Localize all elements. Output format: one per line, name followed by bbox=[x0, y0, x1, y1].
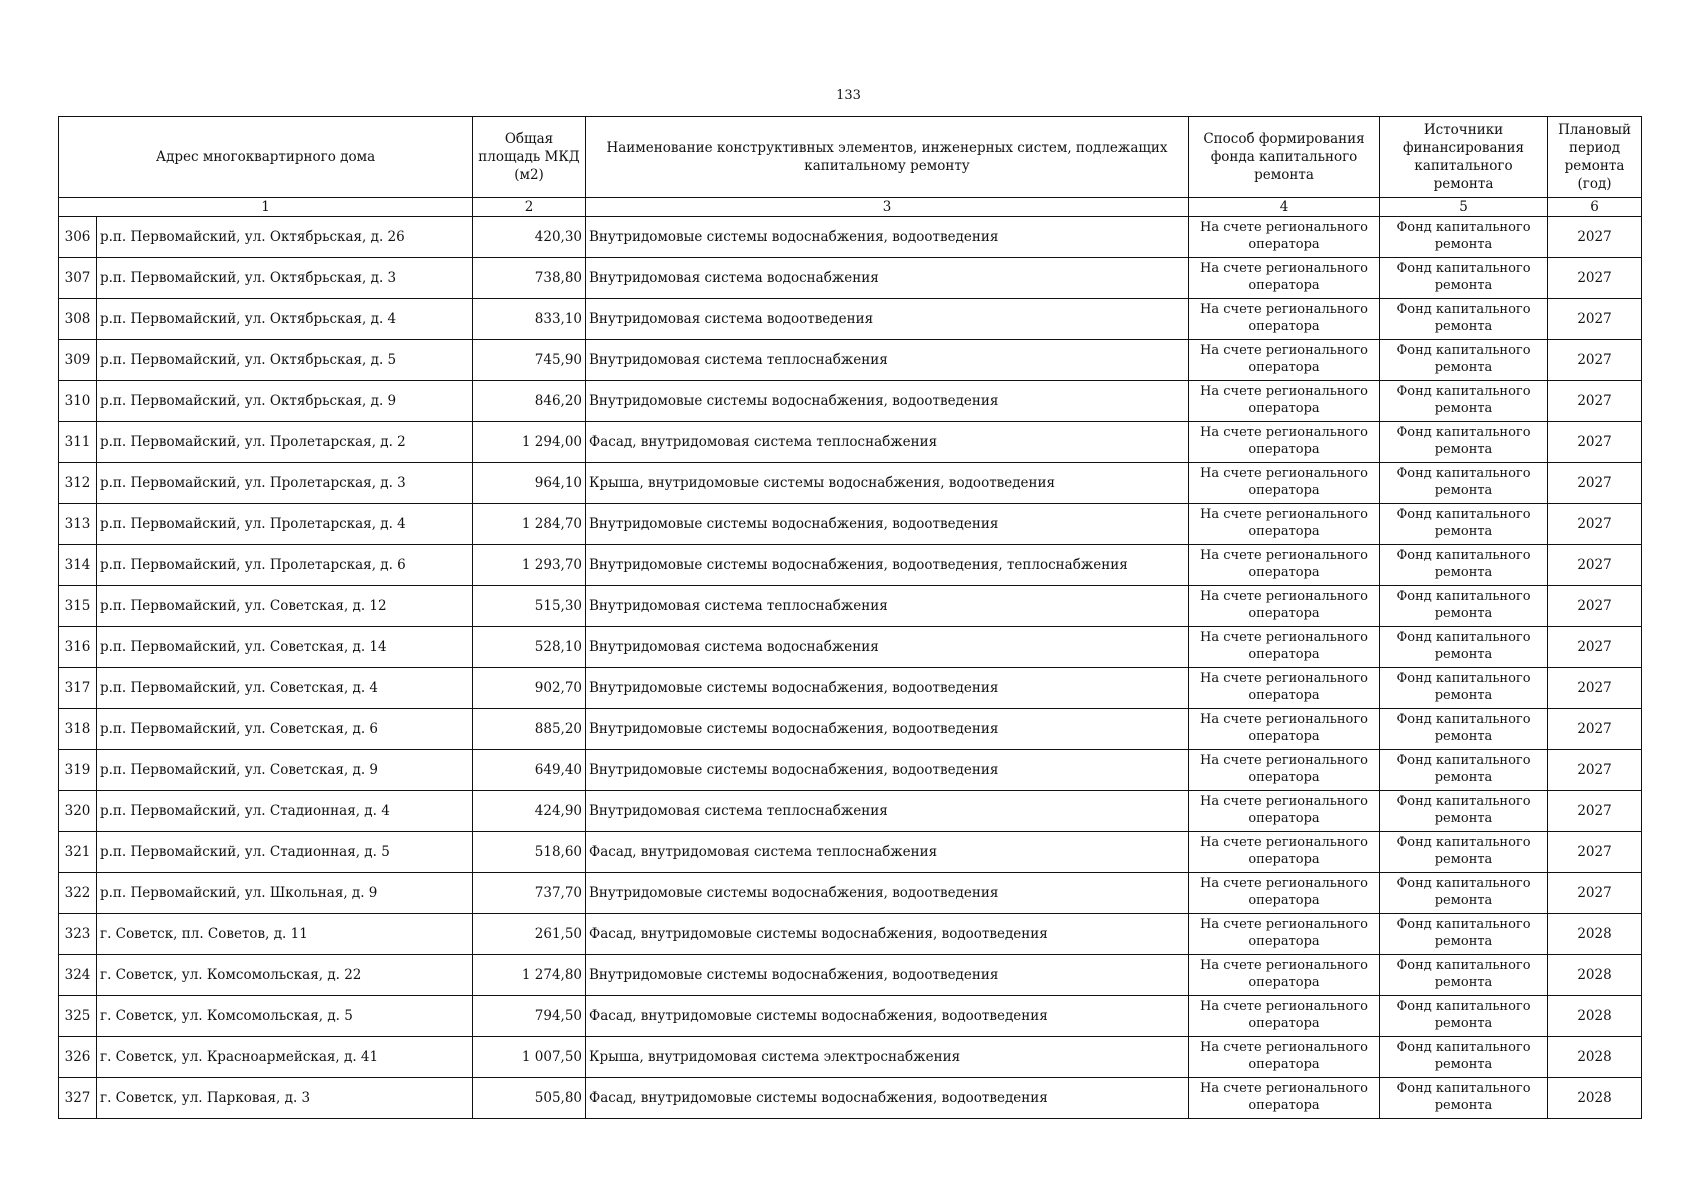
method-cell: На счете регионального оператора bbox=[1189, 832, 1380, 873]
row-number: 327 bbox=[59, 1078, 97, 1119]
column-number: 2 bbox=[473, 198, 586, 217]
elements-cell: Внутридомовые системы водоснабжения, водоотведения, теплоснабжения bbox=[586, 545, 1189, 586]
elements-cell: Внутридомовая система водоснабжения bbox=[586, 258, 1189, 299]
source-cell: Фонд капитального ремонта bbox=[1380, 668, 1548, 709]
elements-cell: Внутридомовые системы водоснабжения, водоотведения bbox=[586, 955, 1189, 996]
address-cell: р.п. Первомайский, ул. Пролетарская, д. 6 bbox=[97, 545, 473, 586]
method-cell: На счете регионального оператора bbox=[1189, 627, 1380, 668]
table-row bbox=[59, 832, 1642, 873]
row-number: 309 bbox=[59, 340, 97, 381]
elements-cell: Внутридомовые системы водоснабжения, водоотведения bbox=[586, 668, 1189, 709]
table-row bbox=[59, 914, 1642, 955]
elements-cell: Внутридомовые системы водоснабжения, водоотведения bbox=[586, 873, 1189, 914]
elements-cell: Фасад, внутридомовые системы водоснабжения, водоотведения bbox=[586, 996, 1189, 1037]
row-number: 321 bbox=[59, 832, 97, 873]
year-cell: 2027 bbox=[1548, 586, 1642, 627]
elements-cell: Внутридомовые системы водоснабжения, водоотведения bbox=[586, 381, 1189, 422]
year-cell: 2028 bbox=[1548, 1037, 1642, 1078]
address-cell: р.п. Первомайский, ул. Октябрьская, д. 3 bbox=[97, 258, 473, 299]
header-source: Источники финансирования капитального ремонта bbox=[1380, 117, 1548, 198]
year-cell: 2027 bbox=[1548, 750, 1642, 791]
area-cell: 420,30 bbox=[473, 217, 586, 258]
year-cell: 2027 bbox=[1548, 422, 1642, 463]
row-number: 323 bbox=[59, 914, 97, 955]
header-method: Способ формирования фонда капитального ремонта bbox=[1189, 117, 1380, 198]
area-cell: 515,30 bbox=[473, 586, 586, 627]
row-number: 324 bbox=[59, 955, 97, 996]
source-cell: Фонд капитального ремонта bbox=[1380, 340, 1548, 381]
row-number: 319 bbox=[59, 750, 97, 791]
address-cell: р.п. Первомайский, ул. Школьная, д. 9 bbox=[97, 873, 473, 914]
area-cell: 261,50 bbox=[473, 914, 586, 955]
table-row bbox=[59, 463, 1642, 504]
address-cell: г. Советск, ул. Комсомольская, д. 5 bbox=[97, 996, 473, 1037]
year-cell: 2027 bbox=[1548, 381, 1642, 422]
source-cell: Фонд капитального ремонта bbox=[1380, 955, 1548, 996]
table-row bbox=[59, 668, 1642, 709]
area-cell: 1 293,70 bbox=[473, 545, 586, 586]
elements-cell: Внутридомовые системы водоснабжения, водоотведения bbox=[586, 504, 1189, 545]
area-cell: 885,20 bbox=[473, 709, 586, 750]
source-cell: Фонд капитального ремонта bbox=[1380, 627, 1548, 668]
row-number: 322 bbox=[59, 873, 97, 914]
area-cell: 505,80 bbox=[473, 1078, 586, 1119]
table-row bbox=[59, 996, 1642, 1037]
area-cell: 846,20 bbox=[473, 381, 586, 422]
year-cell: 2027 bbox=[1548, 217, 1642, 258]
row-number: 313 bbox=[59, 504, 97, 545]
table-row bbox=[59, 381, 1642, 422]
source-cell: Фонд капитального ремонта bbox=[1380, 586, 1548, 627]
address-cell: р.п. Первомайский, ул. Пролетарская, д. 4 bbox=[97, 504, 473, 545]
year-cell: 2027 bbox=[1548, 873, 1642, 914]
row-number: 325 bbox=[59, 996, 97, 1037]
table-row bbox=[59, 627, 1642, 668]
method-cell: На счете регионального оператора bbox=[1189, 504, 1380, 545]
year-cell: 2028 bbox=[1548, 1078, 1642, 1119]
year-cell: 2027 bbox=[1548, 463, 1642, 504]
area-cell: 738,80 bbox=[473, 258, 586, 299]
address-cell: р.п. Первомайский, ул. Пролетарская, д. 2 bbox=[97, 422, 473, 463]
table-row bbox=[59, 750, 1642, 791]
year-cell: 2027 bbox=[1548, 709, 1642, 750]
header-area: Общая площадь МКД (м2) bbox=[473, 117, 586, 198]
table-row bbox=[59, 545, 1642, 586]
method-cell: На счете регионального оператора bbox=[1189, 996, 1380, 1037]
elements-cell: Крыша, внутридомовые системы водоснабжения, водоотведения bbox=[586, 463, 1189, 504]
column-number: 3 bbox=[586, 198, 1189, 217]
table-row bbox=[59, 422, 1642, 463]
source-cell: Фонд капитального ремонта bbox=[1380, 832, 1548, 873]
year-cell: 2027 bbox=[1548, 832, 1642, 873]
method-cell: На счете регионального оператора bbox=[1189, 463, 1380, 504]
year-cell: 2028 bbox=[1548, 996, 1642, 1037]
table-header-row bbox=[59, 117, 1642, 198]
address-cell: г. Советск, ул. Комсомольская, д. 22 bbox=[97, 955, 473, 996]
year-cell: 2027 bbox=[1548, 545, 1642, 586]
year-cell: 2027 bbox=[1548, 791, 1642, 832]
elements-cell: Внутридомовые системы водоснабжения, водоотведения bbox=[586, 750, 1189, 791]
method-cell: На счете регионального оператора bbox=[1189, 955, 1380, 996]
year-cell: 2028 bbox=[1548, 955, 1642, 996]
table-row bbox=[59, 299, 1642, 340]
method-cell: На счете регионального оператора bbox=[1189, 791, 1380, 832]
method-cell: На счете регионального оператора bbox=[1189, 299, 1380, 340]
method-cell: На счете регионального оператора bbox=[1189, 217, 1380, 258]
elements-cell: Внутридомовая система теплоснабжения bbox=[586, 586, 1189, 627]
address-cell: р.п. Первомайский, ул. Советская, д. 14 bbox=[97, 627, 473, 668]
source-cell: Фонд капитального ремонта bbox=[1380, 299, 1548, 340]
area-cell: 528,10 bbox=[473, 627, 586, 668]
table-row bbox=[59, 340, 1642, 381]
source-cell: Фонд капитального ремонта bbox=[1380, 873, 1548, 914]
source-cell: Фонд капитального ремонта bbox=[1380, 750, 1548, 791]
area-cell: 518,60 bbox=[473, 832, 586, 873]
method-cell: На счете регионального оператора bbox=[1189, 422, 1380, 463]
row-number: 326 bbox=[59, 1037, 97, 1078]
header-period: Плановый период ремонта (год) bbox=[1548, 117, 1642, 198]
table-row bbox=[59, 709, 1642, 750]
address-cell: р.п. Первомайский, ул. Стадионная, д. 4 bbox=[97, 791, 473, 832]
table-row bbox=[59, 1037, 1642, 1078]
area-cell: 833,10 bbox=[473, 299, 586, 340]
column-number: 6 bbox=[1548, 198, 1642, 217]
address-cell: р.п. Первомайский, ул. Пролетарская, д. 3 bbox=[97, 463, 473, 504]
year-cell: 2027 bbox=[1548, 668, 1642, 709]
source-cell: Фонд капитального ремонта bbox=[1380, 217, 1548, 258]
address-cell: р.п. Первомайский, ул. Советская, д. 9 bbox=[97, 750, 473, 791]
row-number: 317 bbox=[59, 668, 97, 709]
year-cell: 2027 bbox=[1548, 299, 1642, 340]
page-number: 133 bbox=[836, 88, 861, 103]
address-cell: р.п. Первомайский, ул. Октябрьская, д. 26 bbox=[97, 217, 473, 258]
source-cell: Фонд капитального ремонта bbox=[1380, 381, 1548, 422]
address-cell: р.п. Первомайский, ул. Советская, д. 12 bbox=[97, 586, 473, 627]
row-number: 311 bbox=[59, 422, 97, 463]
address-cell: р.п. Первомайский, ул. Советская, д. 4 bbox=[97, 668, 473, 709]
method-cell: На счете регионального оператора bbox=[1189, 750, 1380, 791]
row-number: 306 bbox=[59, 217, 97, 258]
method-cell: На счете регионального оператора bbox=[1189, 586, 1380, 627]
elements-cell: Внутридомовая система теплоснабжения bbox=[586, 791, 1189, 832]
elements-cell: Внутридомовая система теплоснабжения bbox=[586, 340, 1189, 381]
table-row bbox=[59, 504, 1642, 545]
table-row bbox=[59, 873, 1642, 914]
elements-cell: Внутридомовая система водоснабжения bbox=[586, 627, 1189, 668]
area-cell: 649,40 bbox=[473, 750, 586, 791]
year-cell: 2027 bbox=[1548, 258, 1642, 299]
year-cell: 2028 bbox=[1548, 914, 1642, 955]
header-address: Адрес многоквартирного дома bbox=[59, 117, 473, 198]
area-cell: 424,90 bbox=[473, 791, 586, 832]
table-row bbox=[59, 955, 1642, 996]
row-number: 312 bbox=[59, 463, 97, 504]
source-cell: Фонд капитального ремонта bbox=[1380, 791, 1548, 832]
year-cell: 2027 bbox=[1548, 627, 1642, 668]
source-cell: Фонд капитального ремонта bbox=[1380, 545, 1548, 586]
address-cell: г. Советск, ул. Красноармейская, д. 41 bbox=[97, 1037, 473, 1078]
source-cell: Фонд капитального ремонта bbox=[1380, 1078, 1548, 1119]
elements-cell: Внутридомовая система водоотведения bbox=[586, 299, 1189, 340]
method-cell: На счете регионального оператора bbox=[1189, 1078, 1380, 1119]
repair-register-table bbox=[58, 116, 1642, 1119]
source-cell: Фонд капитального ремонта bbox=[1380, 463, 1548, 504]
row-number: 315 bbox=[59, 586, 97, 627]
table-row bbox=[59, 217, 1642, 258]
method-cell: На счете регионального оператора bbox=[1189, 709, 1380, 750]
area-cell: 902,70 bbox=[473, 668, 586, 709]
method-cell: На счете регионального оператора bbox=[1189, 1037, 1380, 1078]
row-number: 316 bbox=[59, 627, 97, 668]
source-cell: Фонд капитального ремонта bbox=[1380, 1037, 1548, 1078]
elements-cell: Фасад, внутридомовые системы водоснабжения, водоотведения bbox=[586, 914, 1189, 955]
row-number: 318 bbox=[59, 709, 97, 750]
address-cell: г. Советск, пл. Советов, д. 11 bbox=[97, 914, 473, 955]
area-cell: 1 284,70 bbox=[473, 504, 586, 545]
address-cell: г. Советск, ул. Парковая, д. 3 bbox=[97, 1078, 473, 1119]
elements-cell: Внутридомовые системы водоснабжения, водоотведения bbox=[586, 709, 1189, 750]
row-number: 308 bbox=[59, 299, 97, 340]
elements-cell: Фасад, внутридомовая система теплоснабжения bbox=[586, 832, 1189, 873]
source-cell: Фонд капитального ремонта bbox=[1380, 422, 1548, 463]
table-row bbox=[59, 258, 1642, 299]
row-number: 320 bbox=[59, 791, 97, 832]
area-cell: 964,10 bbox=[473, 463, 586, 504]
area-cell: 1 294,00 bbox=[473, 422, 586, 463]
area-cell: 1 274,80 bbox=[473, 955, 586, 996]
method-cell: На счете регионального оператора bbox=[1189, 258, 1380, 299]
table-row bbox=[59, 586, 1642, 627]
elements-cell: Фасад, внутридомовые системы водоснабжения, водоотведения bbox=[586, 1078, 1189, 1119]
source-cell: Фонд капитального ремонта bbox=[1380, 914, 1548, 955]
table-row bbox=[59, 1078, 1642, 1119]
elements-cell: Внутридомовые системы водоснабжения, водоотведения bbox=[586, 217, 1189, 258]
method-cell: На счете регионального оператора bbox=[1189, 668, 1380, 709]
address-cell: р.п. Первомайский, ул. Октябрьская, д. 9 bbox=[97, 381, 473, 422]
column-number: 5 bbox=[1380, 198, 1548, 217]
area-cell: 1 007,50 bbox=[473, 1037, 586, 1078]
method-cell: На счете регионального оператора bbox=[1189, 340, 1380, 381]
method-cell: На счете регионального оператора bbox=[1189, 381, 1380, 422]
year-cell: 2027 bbox=[1548, 340, 1642, 381]
method-cell: На счете регионального оператора bbox=[1189, 545, 1380, 586]
source-cell: Фонд капитального ремонта bbox=[1380, 996, 1548, 1037]
method-cell: На счете регионального оператора bbox=[1189, 914, 1380, 955]
column-number: 1 bbox=[59, 198, 473, 217]
row-number: 310 bbox=[59, 381, 97, 422]
elements-cell: Крыша, внутридомовая система электроснабжения bbox=[586, 1037, 1189, 1078]
table-row bbox=[59, 791, 1642, 832]
area-cell: 745,90 bbox=[473, 340, 586, 381]
area-cell: 794,50 bbox=[473, 996, 586, 1037]
elements-cell: Фасад, внутридомовая система теплоснабжения bbox=[586, 422, 1189, 463]
address-cell: р.п. Первомайский, ул. Стадионная, д. 5 bbox=[97, 832, 473, 873]
year-cell: 2027 bbox=[1548, 504, 1642, 545]
address-cell: р.п. Первомайский, ул. Октябрьская, д. 4 bbox=[97, 299, 473, 340]
source-cell: Фонд капитального ремонта bbox=[1380, 504, 1548, 545]
area-cell: 737,70 bbox=[473, 873, 586, 914]
method-cell: На счете регионального оператора bbox=[1189, 873, 1380, 914]
row-number: 314 bbox=[59, 545, 97, 586]
row-number: 307 bbox=[59, 258, 97, 299]
header-elements: Наименование конструктивных элементов, инженерных систем, подлежащих капитальному ремонту bbox=[586, 117, 1189, 198]
column-number: 4 bbox=[1189, 198, 1380, 217]
source-cell: Фонд капитального ремонта bbox=[1380, 258, 1548, 299]
address-cell: р.п. Первомайский, ул. Октябрьская, д. 5 bbox=[97, 340, 473, 381]
address-cell: р.п. Первомайский, ул. Советская, д. 6 bbox=[97, 709, 473, 750]
source-cell: Фонд капитального ремонта bbox=[1380, 709, 1548, 750]
column-number-row bbox=[59, 198, 1642, 217]
